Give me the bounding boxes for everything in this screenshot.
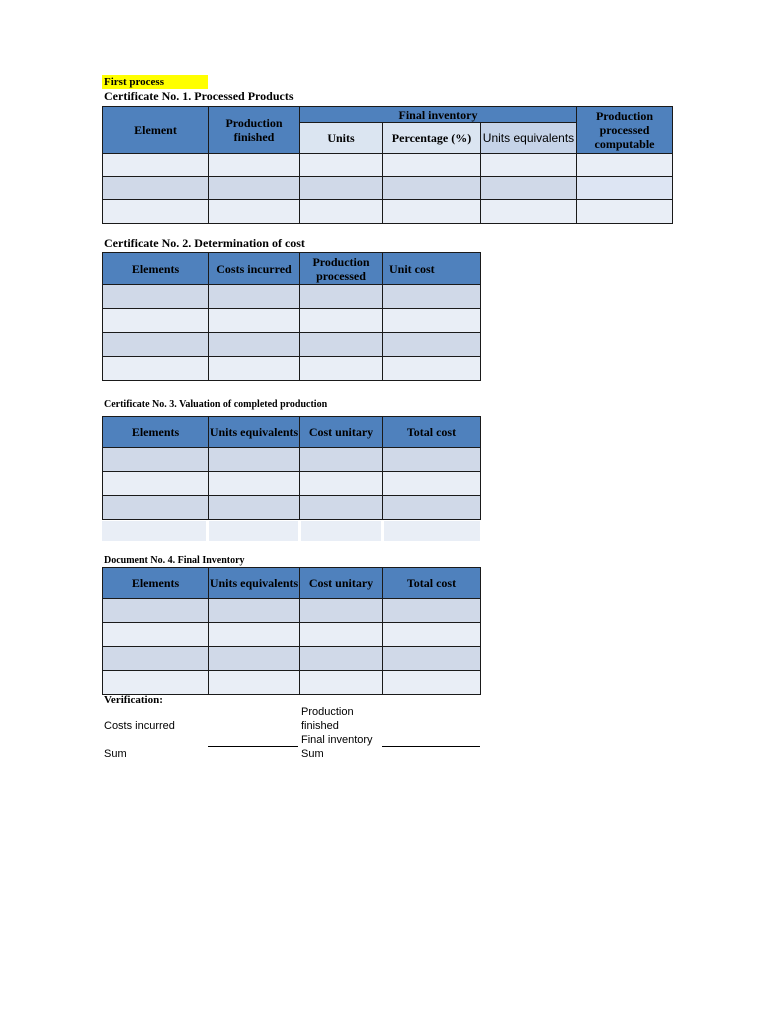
table-row <box>103 333 481 357</box>
table-row <box>103 496 481 520</box>
table-cell[interactable] <box>103 357 209 381</box>
table-cell[interactable] <box>209 472 300 496</box>
cert1-header-units-equivalents: Units equivalents <box>481 123 577 154</box>
table-cell[interactable] <box>300 154 383 177</box>
table-cell[interactable] <box>103 623 209 647</box>
table-cell[interactable] <box>383 472 481 496</box>
table-cell[interactable] <box>103 285 209 309</box>
table-cell[interactable] <box>577 177 673 200</box>
table-cell[interactable] <box>103 647 209 671</box>
table-row <box>103 472 481 496</box>
table-row <box>103 357 481 381</box>
table-row <box>103 448 481 472</box>
table-cell[interactable] <box>300 647 383 671</box>
cert2-header-costs-incurred: Costs incurred <box>209 253 300 285</box>
cert2-header-unit-cost: Unit cost <box>383 253 481 285</box>
table-cell[interactable] <box>300 496 383 520</box>
table-cell[interactable] <box>103 599 209 623</box>
cert2-title: Certificate No. 2. Determination of cost <box>104 236 305 250</box>
first-process-label: First process <box>104 76 164 88</box>
table-cell[interactable] <box>481 154 577 177</box>
table-cell[interactable] <box>481 200 577 224</box>
table-cell[interactable] <box>103 154 209 177</box>
cert1-header-element: Element <box>103 107 209 154</box>
table-cell[interactable] <box>103 448 209 472</box>
table-row <box>103 200 673 224</box>
cert3-header-elements: Elements <box>103 417 209 448</box>
cert1-header-units: Units <box>300 123 383 154</box>
table-cell[interactable] <box>383 309 481 333</box>
table-row <box>103 285 481 309</box>
verification-production-finished: Production finished <box>301 706 354 732</box>
table-row <box>103 623 481 647</box>
table-cell[interactable] <box>300 623 383 647</box>
sum-line-left <box>208 746 298 747</box>
cert1-header-production-processed: Production processed computable <box>577 107 673 154</box>
table-cell[interactable] <box>300 357 383 381</box>
doc4-header-total-cost: Total cost <box>383 568 481 599</box>
verification-final-inventory: Final inventory <box>301 734 373 746</box>
table-cell[interactable] <box>103 200 209 224</box>
cert2-header-elements: Elements <box>103 253 209 285</box>
table-cell[interactable] <box>383 177 481 200</box>
table-cell <box>301 521 381 541</box>
cert1-header-percentage: Percentage (%) <box>383 123 481 154</box>
table-cell[interactable] <box>383 200 481 224</box>
table-cell[interactable] <box>103 671 209 695</box>
cert3-header-total-cost: Total cost <box>383 417 481 448</box>
table-cell[interactable] <box>103 309 209 333</box>
table-cell[interactable] <box>383 448 481 472</box>
doc4-table <box>102 567 481 695</box>
table-row <box>103 671 481 695</box>
cert1-title: Certificate No. 1. Processed Products <box>104 89 294 103</box>
cert3-ghost-row <box>102 521 480 541</box>
table-cell[interactable] <box>300 309 383 333</box>
doc4-header-elements: Elements <box>103 568 209 599</box>
table-cell[interactable] <box>383 623 481 647</box>
cert3-header-cost-unitary: Cost unitary <box>300 417 383 448</box>
table-cell[interactable] <box>209 671 300 695</box>
verification-costs-incurred: Costs incurred <box>104 720 175 732</box>
table-cell[interactable] <box>103 496 209 520</box>
table-cell[interactable] <box>209 647 300 671</box>
cert3-header-units-equivalents: Units equivalents <box>209 417 300 448</box>
table-cell[interactable] <box>300 599 383 623</box>
table-cell[interactable] <box>300 177 383 200</box>
table-cell[interactable] <box>209 200 300 224</box>
table-cell[interactable] <box>300 472 383 496</box>
doc4-header-units-equivalents: Units equivalents <box>209 568 300 599</box>
table-cell[interactable] <box>383 154 481 177</box>
table-cell <box>384 521 480 541</box>
cert3-title: Certificate No. 3. Valuation of completed production <box>104 399 328 410</box>
table-cell[interactable] <box>383 333 481 357</box>
table-cell[interactable] <box>481 177 577 200</box>
table-row <box>103 647 481 671</box>
table-cell[interactable] <box>577 154 673 177</box>
table-cell[interactable] <box>383 671 481 695</box>
table-row <box>103 309 481 333</box>
table-cell[interactable] <box>209 496 300 520</box>
table-cell[interactable] <box>209 599 300 623</box>
cert3-table <box>102 416 481 520</box>
table-cell[interactable] <box>383 285 481 309</box>
table-cell <box>102 521 206 541</box>
doc4-title: Document No. 4. Final Inventory <box>104 555 245 566</box>
sum-line-right <box>382 746 480 747</box>
table-cell[interactable] <box>209 357 300 381</box>
cert1-header-final-inventory: Final inventory <box>300 107 577 123</box>
table-cell[interactable] <box>383 599 481 623</box>
table-cell[interactable] <box>383 647 481 671</box>
table-cell[interactable] <box>103 333 209 357</box>
table-cell[interactable] <box>209 154 300 177</box>
cert2-header-production-processed: Production processed <box>300 253 383 285</box>
table-cell[interactable] <box>383 357 481 381</box>
table-cell[interactable] <box>103 472 209 496</box>
table-cell[interactable] <box>577 200 673 224</box>
cert1-table <box>102 106 673 224</box>
table-cell[interactable] <box>209 285 300 309</box>
doc4-header-cost-unitary: Cost unitary <box>300 568 383 599</box>
table-row <box>103 154 673 177</box>
table-row <box>103 599 481 623</box>
verification-title: Verification: <box>104 694 163 706</box>
table-cell[interactable] <box>209 448 300 472</box>
table-cell[interactable] <box>300 671 383 695</box>
table-cell[interactable] <box>103 177 209 200</box>
verification-sum-left: Sum <box>104 748 127 760</box>
cert1-header-production-finished: Production finished <box>209 107 300 154</box>
verification-sum-right: Sum <box>301 748 324 760</box>
table-cell <box>209 521 298 541</box>
cert2-table <box>102 252 481 381</box>
table-cell[interactable] <box>300 200 383 224</box>
table-cell[interactable] <box>209 309 300 333</box>
table-cell[interactable] <box>383 496 481 520</box>
table-cell[interactable] <box>209 333 300 357</box>
table-cell[interactable] <box>300 333 383 357</box>
table-row <box>103 177 673 200</box>
table-cell[interactable] <box>300 285 383 309</box>
table-cell[interactable] <box>300 448 383 472</box>
table-cell[interactable] <box>209 177 300 200</box>
table-cell[interactable] <box>209 623 300 647</box>
